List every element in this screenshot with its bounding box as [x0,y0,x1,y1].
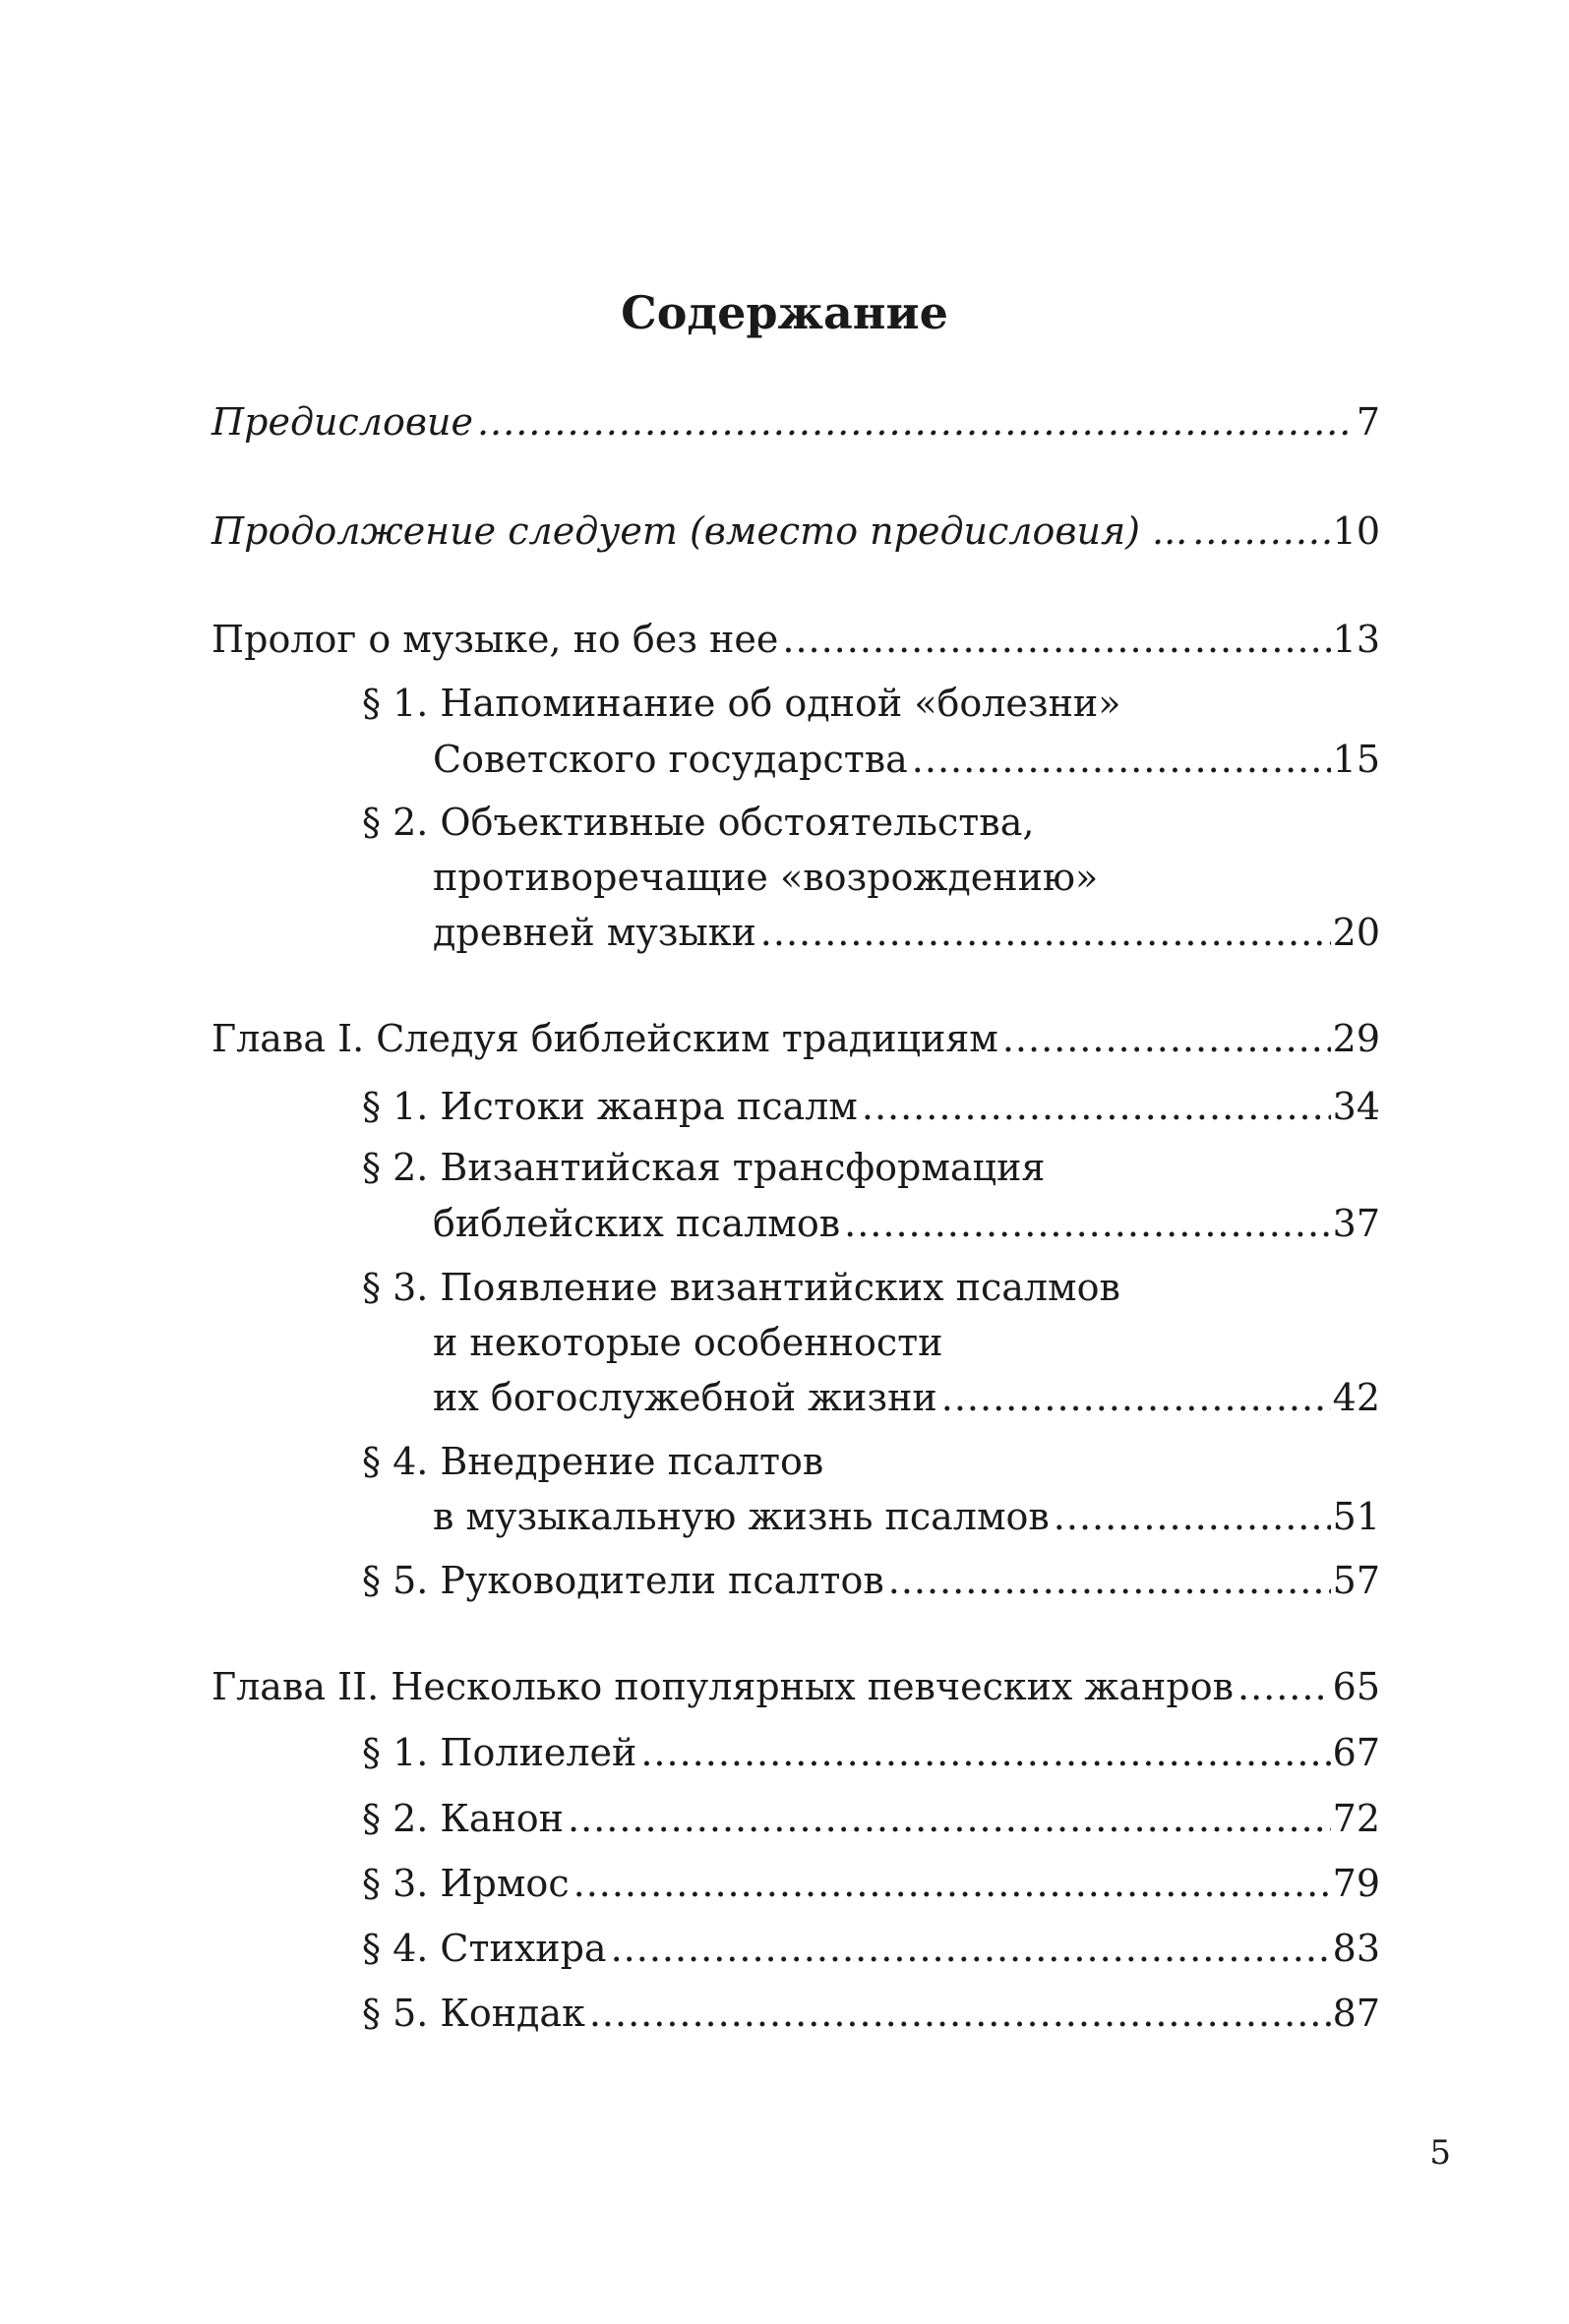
toc-entry-title: § 5. Руководители псалтов [362,1559,884,1602]
toc-leader-dots [1002,1020,1331,1057]
toc-page-number: 15 [1332,738,1380,781]
toc-entry[interactable] [362,1862,1380,1905]
toc-entry[interactable] [211,400,1380,444]
toc-leader-dots [573,1865,1331,1902]
toc-page-number: 72 [1332,1797,1380,1840]
toc-entry[interactable] [362,1927,1380,1970]
toc-entry[interactable] [362,682,1121,725]
toc-entry[interactable] [362,1559,1380,1602]
toc-leader-dots [589,1995,1331,2032]
toc-page-number: 42 [1332,1376,1380,1419]
toc-entry-continuation[interactable] [433,1202,1380,1245]
page-title: Содержание [621,286,948,339]
toc-page-number: 57 [1332,1559,1380,1602]
toc-leader-dots [611,1930,1331,1967]
toc-leader-dots [844,1205,1331,1242]
toc-entry-title: § 5. Кондак [362,1992,585,2035]
toc-entry-title: Глава II. Несколько популярных певческих жанров [211,1665,1234,1708]
toc-entry-title: Советского государства [433,738,908,781]
toc-leader-dots [1237,1668,1331,1705]
toc-page-number: 51 [1332,1495,1380,1538]
toc-leader-dots [1054,1498,1331,1535]
toc-entry-title: § 2. Канон [362,1797,565,1840]
toc-page-number: 87 [1332,1992,1380,2035]
toc-leader-dots [1192,512,1330,550]
toc-entry[interactable] [362,1731,1380,1774]
toc-entry[interactable] [211,618,1380,661]
toc-page-number: 67 [1332,1731,1380,1774]
toc-entry-continuation [433,856,1099,899]
toc-leader-dots [862,1088,1331,1125]
toc-page-number: 83 [1332,1927,1380,1970]
toc-page-number: 79 [1332,1862,1380,1905]
toc-entry-title: § 3. Ирмос [362,1862,570,1905]
toc-entry[interactable] [362,1992,1380,2035]
toc-leader-dots [888,1562,1331,1599]
toc-entry-title: Продолжение следует (вместо предисловия) ... [211,509,1188,553]
toc-entry[interactable] [362,1440,824,1483]
toc-entry-title: § 1. Полиелей [362,1731,637,1774]
toc-page-number: 10 [1332,509,1380,553]
toc-page-number: 29 [1332,1017,1380,1060]
toc-entry-title: Пролог о музыке, но без нее [211,618,779,661]
toc-page-number: 7 [1356,400,1380,444]
toc-entry-title: библейских псалмов [433,1202,841,1245]
toc-page-number: 65 [1332,1665,1380,1708]
toc-entry[interactable] [362,1085,1380,1128]
toc-entry-continuation [433,1321,943,1364]
toc-entry[interactable] [362,801,1035,844]
toc-entry-title: в музыкальную жизнь псалмов [433,1495,1050,1538]
toc-entry-title: Глава I. Следуя библейским традициям [211,1017,998,1060]
toc-leader-dots [760,914,1331,951]
toc-page-number: 37 [1332,1202,1380,1245]
toc-entry[interactable] [211,1017,1380,1060]
toc-entry-title: древней музыки [433,911,756,954]
toc-entry-title: § 4. Внедрение псалтов [362,1440,824,1483]
toc-leader-dots [782,621,1330,658]
toc-entry-title: противоречащие «возрождению» [433,856,1099,899]
toc-entry[interactable] [362,1266,1120,1309]
toc-entry-title: § 4. Стихира [362,1927,607,1970]
toc-entry-continuation[interactable] [433,911,1380,954]
toc-leader-dots [912,741,1331,778]
toc-entry-title: их богослужебной жизни [433,1376,937,1419]
toc-leader-dots [640,1734,1330,1771]
toc-entry-title: § 3. Появление византийских псалмов [362,1266,1120,1309]
toc-entry[interactable] [211,1665,1380,1708]
toc-entry-title: и некоторые особенности [433,1321,943,1364]
toc-entry[interactable] [362,1146,1046,1189]
toc-page-number: 34 [1332,1085,1380,1128]
toc-entry-continuation[interactable] [433,1495,1380,1538]
toc-entry-title: § 2. Византийская трансформация [362,1146,1046,1189]
toc-entry[interactable] [211,509,1380,553]
toc-page-number: 13 [1332,618,1380,661]
toc-entry-title: § 1. Напоминание об одной «болезни» [362,682,1121,725]
toc-entry-title: Предисловие [211,400,473,444]
toc-leader-dots [941,1379,1331,1416]
toc-entry-title: § 1. Истоки жанра псалм [362,1085,858,1128]
toc-entry[interactable] [362,1797,1380,1840]
toc-page-number: 20 [1332,911,1380,954]
toc-leader-dots [568,1800,1331,1837]
toc-entry-continuation[interactable] [433,738,1380,781]
page-number: 5 [1429,2133,1451,2173]
toc-leader-dots [477,403,1355,441]
toc-entry-title: § 2. Объективные обстоятельства, [362,801,1035,844]
toc-entry-continuation[interactable] [433,1376,1380,1419]
